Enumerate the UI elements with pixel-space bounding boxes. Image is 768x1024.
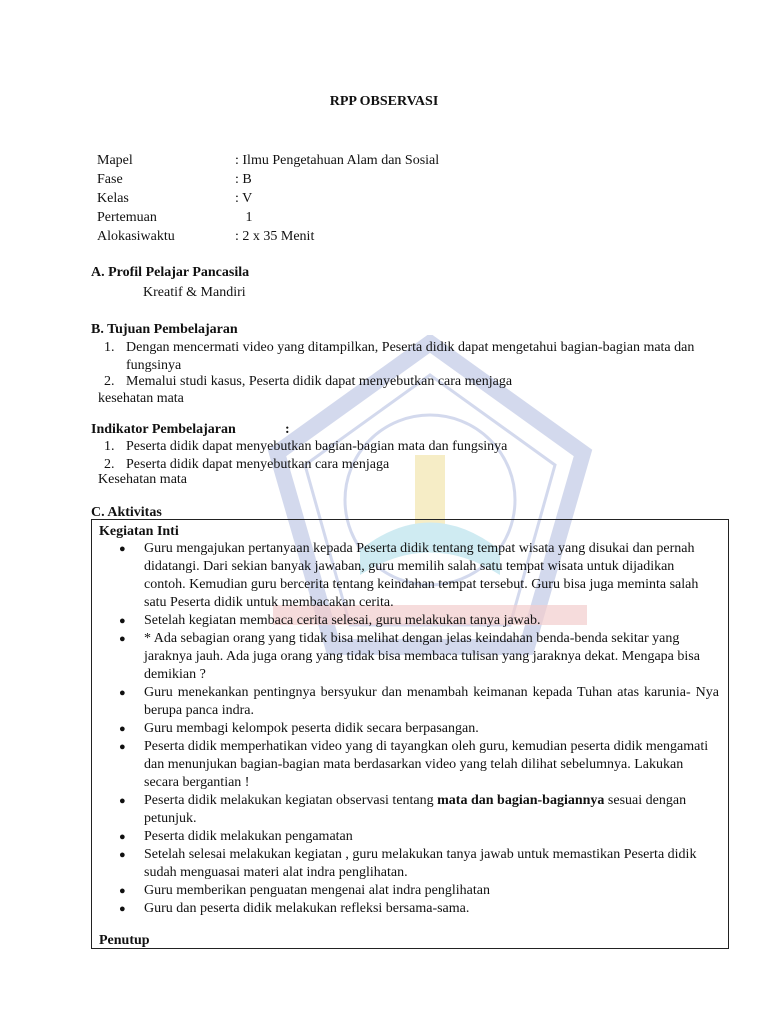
list-item-text: Guru menekankan pentingnya bersyukur dan menambah keimanan kepada Tuhan atas karunia- Nya berupa panca indra. [144,685,719,718]
info-label: Alokasiwaktu [97,229,175,244]
penutup-heading: Penutup [99,933,150,948]
info-value: 1 [235,210,253,225]
indikator-item-text: Peserta didik dapat menyebutkan cara menjaga [126,457,390,472]
list-item [115,882,719,900]
tujuan-item-number: 2. [104,374,115,389]
bullet-icon: ● [119,885,126,897]
list-item-text: Peserta didik melakukan pengamatan [144,829,353,844]
list-item-text: Peserta didik memperhatikan video yang di tayangkan oleh guru, kemudian peserta didik mengamati dan menunjukan bagian-bagian mata berdasarkan video yang telah dilihat sebelumnya. Lakukan secara bergantian ! [144,739,709,790]
section-b-heading: B. Tujuan Pembelajaran [91,322,238,337]
list-item-text-tail: sesuai dengan petunjuk. [144,793,687,826]
bullet-icon: ● [119,849,126,861]
kegiatan-inti-heading: Kegiatan Inti [99,524,179,539]
bullet-icon: ● [119,831,126,843]
info-value: : B [235,172,252,187]
bullet-icon: ● [119,633,126,645]
list-item [115,540,719,612]
info-row-mapel [97,152,439,171]
indikator-item-text: Peserta didik dapat menyebutkan bagian-bagian mata dan fungsinya [126,439,508,454]
list-item [115,846,719,882]
bullet-icon: ● [119,741,126,753]
info-value: : 2 x 35 Menit [235,229,315,244]
tujuan-item-number: 1. [104,340,115,355]
activity-box [91,519,729,949]
info-row-pertemuan [97,209,439,228]
tujuan-item-text: Memalui studi kasus, Peserta didik dapat menyebutkan cara menjaga [126,374,513,389]
list-item-text: Guru dan peserta didik melakukan refleksi bersama-sama. [144,901,470,916]
list-item-text: Setelah kegiatan membaca cerita selesai, guru melakukan tanya jawab. [144,613,541,628]
list-item-text: Peserta didik melakukan kegiatan observasi tentang [144,793,438,808]
info-row-fase [97,171,439,190]
tujuan-item [104,339,714,375]
section-a-content: Kreatif & Mandiri [143,285,246,300]
kegiatan-inti-list [115,540,719,918]
indikator-colon: : [285,422,290,437]
indikator-item-number: 1. [104,439,115,454]
list-item [115,738,719,792]
bullet-icon: ● [119,795,126,807]
info-label: Pertemuan [97,210,157,225]
section-a-heading: A. Profil Pelajar Pancasila [91,265,250,280]
list-item-text: Guru membagi kelompok peserta didik secara berpasangan. [144,721,479,736]
info-row-alokasiwaktu [97,228,439,247]
list-item [115,720,719,738]
list-item [115,900,719,918]
bullet-icon: ● [119,903,126,915]
bullet-icon: ● [119,687,126,699]
list-item [115,684,719,720]
info-label: Mapel [97,153,133,168]
list-item-text: * Ada sebagian orang yang tidak bisa melihat dengan jelas keindahan benda-benda sekitar yang jaraknya jauh. Ada juga orang yang tidak bisa membaca tulisan yang jaraknya dekat. Mengapa bisa demikian ? [144,631,700,682]
info-value: : V [235,191,253,206]
bullet-icon: ● [119,615,126,627]
list-item-text: Guru memberikan penguatan mengenai alat indra penglihatan [144,883,490,898]
indikator-heading: Indikator Pembelajaran [91,422,236,437]
info-label: Fase [97,172,123,187]
list-item [115,630,719,684]
page-title: RPP OBSERVASI [329,94,439,109]
bullet-icon: ● [119,543,126,555]
info-row-kelas [97,190,439,209]
section-c-heading: C. Aktivitas [91,505,162,520]
list-item-text: Setelah selesai melakukan kegiatan , guru melakukan tanya jawab untuk memastikan Peserta didik sudah menguasai materi alat indra penglihatan. [144,847,697,880]
indikator-item-number: 2. [104,457,115,472]
list-item [115,612,719,630]
list-item-text: Guru mengajukan pertanyaan kepada Peserta didik tentang tempat wisata yang disukai dan pernah didatangi. Dari sekian banyak jawaban, guru memilih salah satu tempat wisata untuk dijadikan contoh. Kemudian guru bercerita tentang keindahan tempat tersebut. Guru bisa juga meminta salah satu Peserta didik untuk membacakan cerita. [144,541,699,610]
info-table [97,152,439,247]
info-label: Kelas [97,191,129,206]
info-value: : Ilmu Pengetahuan Alam dan Sosial [235,153,440,168]
bullet-icon: ● [119,723,126,735]
indikator-continuation: Kesehatan mata [98,472,188,487]
list-item [115,792,719,828]
tujuan-continuation: kesehatan mata [98,391,184,406]
list-item-bold-text: mata dan bagian-bagiannya [437,793,605,808]
tujuan-item-text: Dengan mencermati video yang ditampilkan, Peserta didik dapat mengetahui bagian-bagian mata dan fungsinya [126,340,695,373]
list-item [115,828,719,846]
